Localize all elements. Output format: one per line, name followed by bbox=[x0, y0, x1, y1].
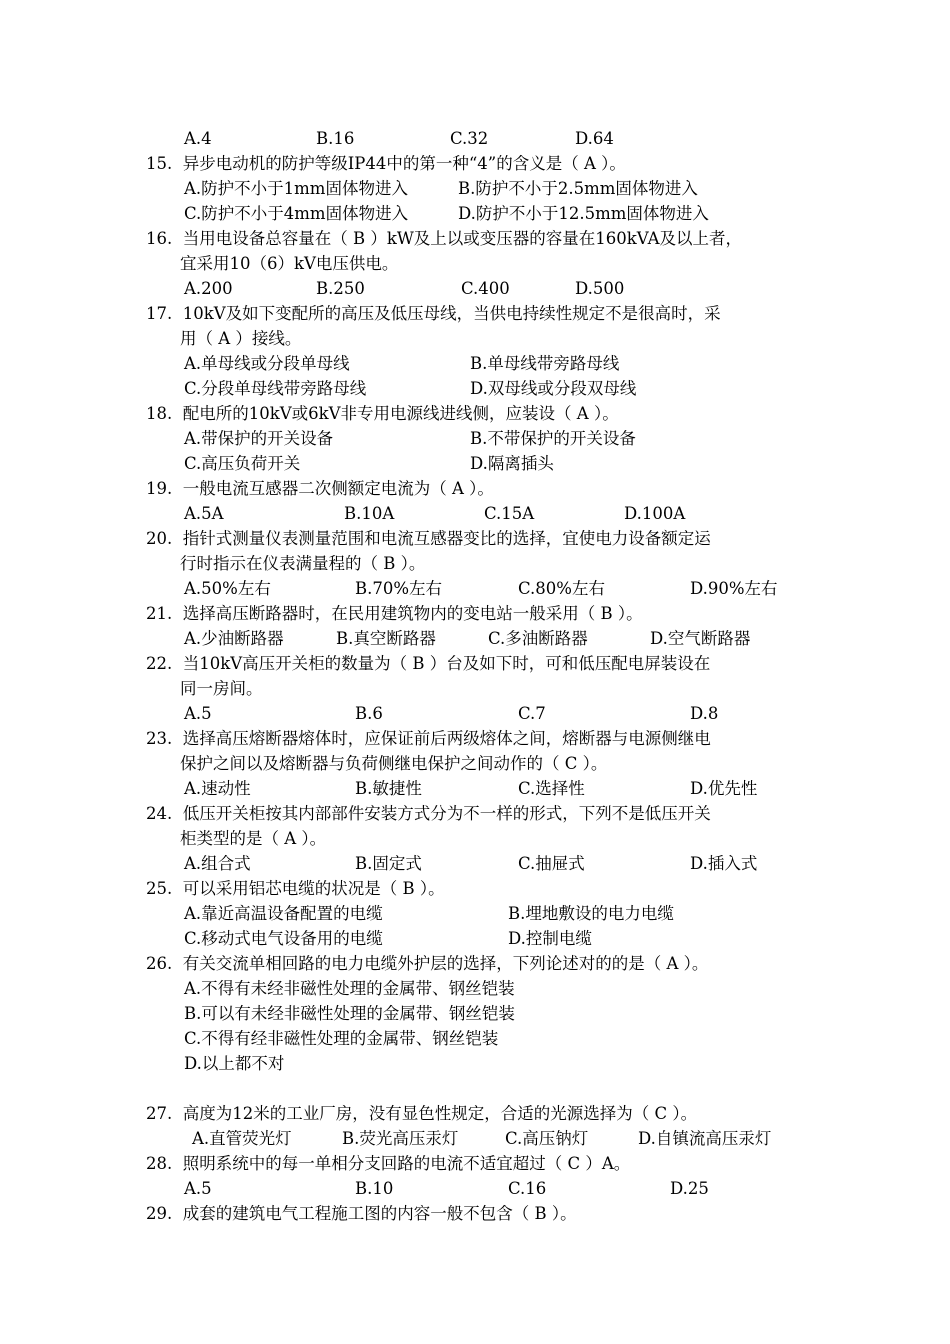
q23-option-d: D.优先性 bbox=[690, 779, 758, 798]
q20-option-d: D.90%左右 bbox=[690, 579, 778, 598]
q18-option-d: D.隔离插头 bbox=[470, 454, 554, 473]
question-17-cont: 用（ A ）接线。 bbox=[180, 329, 302, 348]
q27-option-c: C.高压钠灯 bbox=[505, 1129, 589, 1148]
q14-option-b: B.16 bbox=[316, 129, 355, 148]
question-18: 18. 配电所的10kV或6kV非专用电源线进线侧，应装设（ A ）。 bbox=[146, 404, 619, 423]
question-29: 29. 成套的建筑电气工程施工图的内容一般不包含（ B ）。 bbox=[146, 1204, 577, 1223]
q16-option-c: C.400 bbox=[461, 279, 510, 298]
q15-option-b: B.防护不小于2.5mm固体物进入 bbox=[458, 179, 698, 198]
q26-option-b: B.可以有未经非磁性处理的金属带、钢丝铠装 bbox=[184, 1004, 515, 1023]
q28-option-a: A.5 bbox=[184, 1179, 212, 1198]
question-23-cont: 保护之间以及熔断器与负荷侧继电保护之间动作的（ C ）。 bbox=[180, 754, 608, 773]
q19-option-d: D.100A bbox=[624, 504, 686, 523]
q15-option-c: C.防护不小于4mm固体物进入 bbox=[184, 204, 409, 223]
q22-option-d: D.8 bbox=[690, 704, 719, 723]
q24-option-c: C.抽屉式 bbox=[518, 854, 585, 873]
q19-option-b: B.10A bbox=[344, 504, 395, 523]
q14-option-a: A.4 bbox=[184, 129, 212, 148]
q27-option-a: A.直管荧光灯 bbox=[192, 1129, 292, 1148]
q26-option-c: C.不得有经非磁性处理的金属带、钢丝铠装 bbox=[184, 1029, 499, 1048]
question-25: 25. 可以采用铝芯电缆的状况是（ B ）。 bbox=[146, 879, 445, 898]
q25-option-b: B.埋地敷设的电力电缆 bbox=[508, 904, 674, 923]
q27-option-d: D.自镇流高压汞灯 bbox=[638, 1129, 772, 1148]
q21-option-a: A.少油断路器 bbox=[184, 629, 284, 648]
q17-option-b: B.单母线带旁路母线 bbox=[470, 354, 620, 373]
q25-option-a: A.靠近高温设备配置的电缆 bbox=[184, 904, 383, 923]
q18-option-b: B.不带保护的开关设备 bbox=[470, 429, 636, 448]
q20-option-b: B.70%左右 bbox=[355, 579, 443, 598]
question-24: 24. 低压开关柜按其内部部件安装方式分为不一样的形式，下列不是低压开关 bbox=[146, 804, 711, 823]
q26-option-d: D.以上都不对 bbox=[184, 1054, 285, 1073]
q16-option-a: A.200 bbox=[184, 279, 233, 298]
q19-option-c: C.15A bbox=[484, 504, 535, 523]
question-22-cont: 同一房间。 bbox=[180, 679, 263, 698]
q17-option-d: D.双母线或分段双母线 bbox=[470, 379, 637, 398]
q28-option-c: C.16 bbox=[508, 1179, 547, 1198]
q24-option-a: A.组合式 bbox=[184, 854, 251, 873]
question-24-cont: 柜类型的是（ A ）。 bbox=[180, 829, 327, 848]
q14-option-d: D.64 bbox=[575, 129, 614, 148]
q25-option-c: C.移动式电气设备用的电缆 bbox=[184, 929, 383, 948]
question-17: 17. 10kV及如下变配所的高压及低压母线，当供电持续性规定不是很高时，采 bbox=[146, 304, 721, 323]
q22-option-c: C.7 bbox=[518, 704, 546, 723]
q23-option-c: C.选择性 bbox=[518, 779, 585, 798]
question-20: 20. 指针式测量仪表测量范围和电流互感器变比的选择，宜使电力设备额定运 bbox=[146, 529, 711, 548]
q19-option-a: A.5A bbox=[184, 504, 224, 523]
q26-option-a: A.不得有未经非磁性处理的金属带、钢丝铠装 bbox=[184, 979, 515, 998]
q24-option-b: B.固定式 bbox=[355, 854, 422, 873]
question-16-cont: 宜采用10（6）kV电压供电。 bbox=[180, 254, 399, 273]
q23-option-b: B.敏捷性 bbox=[355, 779, 422, 798]
q20-option-a: A.50%左右 bbox=[184, 579, 271, 598]
q27-option-b: B.荧光高压汞灯 bbox=[342, 1129, 459, 1148]
q18-option-c: C.高压负荷开关 bbox=[184, 454, 301, 473]
question-22: 22. 当10kV高压开关柜的数量为（ B ）台及如下时，可和低压配电屏装设在 bbox=[146, 654, 711, 673]
q21-option-c: C.多油断路器 bbox=[488, 629, 588, 648]
q14-option-c: C.32 bbox=[450, 129, 489, 148]
question-20-cont: 行时指示在仪表满量程的（ B ）。 bbox=[180, 554, 426, 573]
question-19: 19. 一般电流互感器二次侧额定电流为（ A ）。 bbox=[146, 479, 494, 498]
q25-option-d: D.控制电缆 bbox=[508, 929, 592, 948]
question-26: 26. 有关交流单相回路的电力电缆外护层的选择，下列论述对的的是（ A ）。 bbox=[146, 954, 709, 973]
q17-option-a: A.单母线或分段单母线 bbox=[184, 354, 350, 373]
q18-option-a: A.带保护的开关设备 bbox=[184, 429, 334, 448]
question-27: 27. 高度为12米的工业厂房，没有显色性规定，合适的光源选择为（ C ）。 bbox=[146, 1104, 698, 1123]
question-23: 23. 选择高压熔断器熔体时，应保证前后两级熔体之间，熔断器与电源侧继电 bbox=[146, 729, 711, 748]
q22-option-a: A.5 bbox=[184, 704, 212, 723]
q24-option-d: D.插入式 bbox=[690, 854, 758, 873]
question-16: 16. 当用电设备总容量在（ B ）kW及上以或变压器的容量在160kVA及以上者， bbox=[146, 229, 743, 248]
q15-option-d: D.防护不小于12.5mm固体物进入 bbox=[458, 204, 709, 223]
q28-option-b: B.10 bbox=[355, 1179, 394, 1198]
q15-option-a: A.防护不小于1mm固体物进入 bbox=[184, 179, 408, 198]
question-28: 28. 照明系统中的每一单相分支回路的电流不适宜超过（ C ）A。 bbox=[146, 1154, 631, 1173]
q16-option-d: D.500 bbox=[575, 279, 625, 298]
question-15: 15. 异步电动机的防护等级IP44中的第一种“4”的含义是（ A ）。 bbox=[146, 154, 626, 173]
q21-option-b: B.真空断路器 bbox=[336, 629, 436, 648]
q17-option-c: C.分段单母线带旁路母线 bbox=[184, 379, 367, 398]
q23-option-a: A.速动性 bbox=[184, 779, 251, 798]
q28-option-d: D.25 bbox=[670, 1179, 709, 1198]
question-21: 21. 选择高压断路器时，在民用建筑物内的变电站一般采用（ B ）。 bbox=[146, 604, 643, 623]
q21-option-d: D.空气断路器 bbox=[650, 629, 751, 648]
q16-option-b: B.250 bbox=[316, 279, 365, 298]
q20-option-c: C.80%左右 bbox=[518, 579, 605, 598]
q22-option-b: B.6 bbox=[355, 704, 383, 723]
